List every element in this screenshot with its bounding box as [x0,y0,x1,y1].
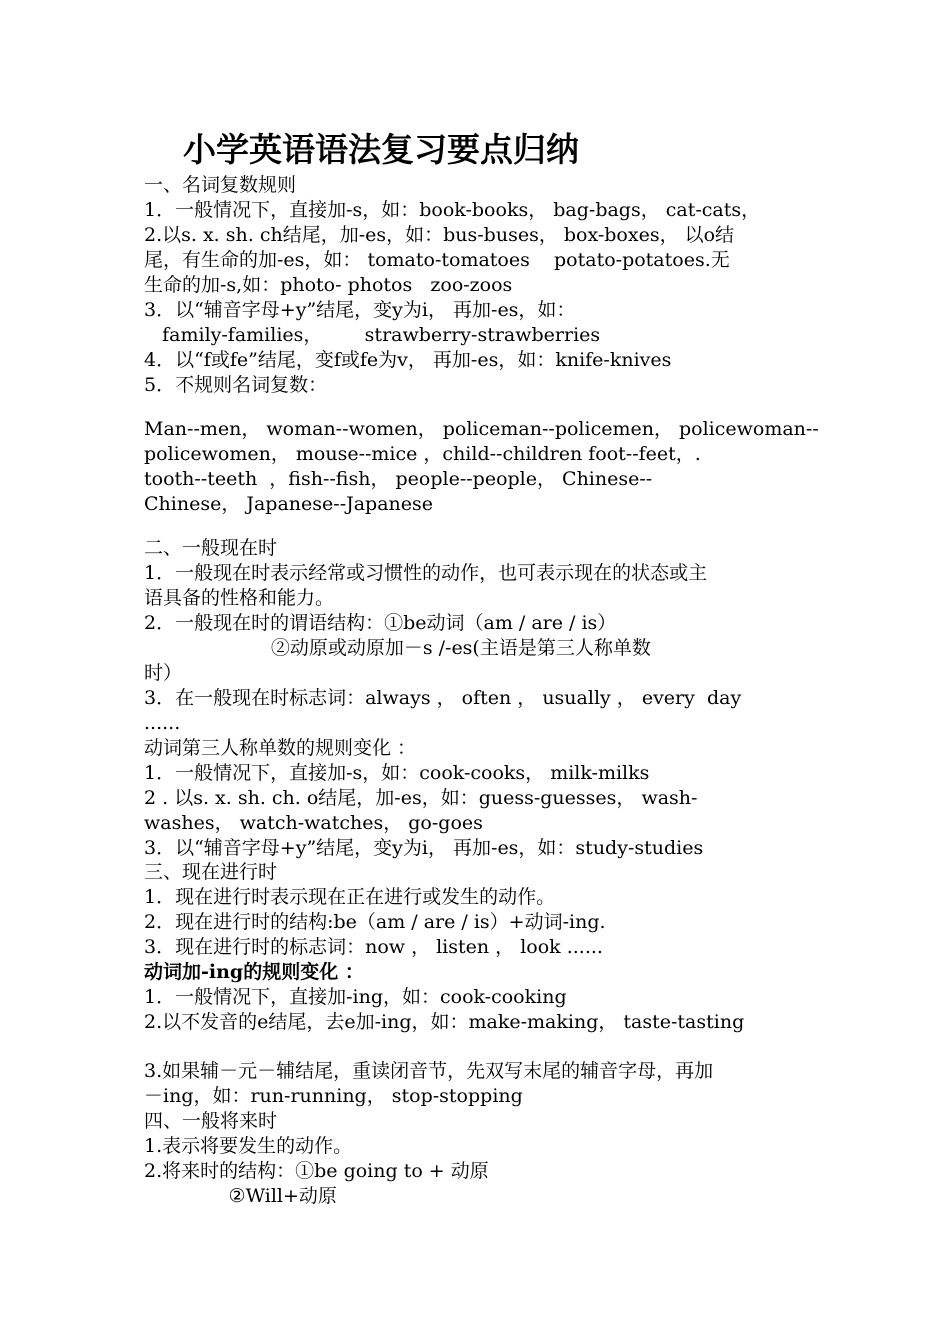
section-heading-noun-plural: 一、名词复数规则 [144,174,297,196]
text-line: 1．一般现在时表示经常或习惯性的动作，也可表示现在的状态或主 [144,562,708,584]
text-line: policewomen， mouse--mice ，child--children foot--feet，. [144,443,701,465]
text-line: 1．现在进行时表示现在正在进行或发生的动作。 [144,886,556,908]
section-heading-future: 四、一般将来时 [144,1110,278,1132]
text-line: 时） [144,662,183,684]
text-line: 3．在一般现在时标志词：always ， often ， usually ， every day [144,687,742,709]
text-line: 3．以“辅音字母+y”结尾，变y为i， 再加-es，如：study-studies [144,837,704,859]
text-line: 语具备的性格和能力。 [144,587,335,609]
section-heading-present-simple: 二、一般现在时 [144,537,278,559]
text-line: 2.将来时的结构：①be going to + 动原 [144,1160,489,1182]
text-line: 1．一般情况下，直接加-s，如：book-books， bag-bags， cat-cats， [144,199,761,221]
text-line: 1.表示将要发生的动作。 [144,1135,353,1157]
text-line: Chinese， Japanese--Japanese [144,493,434,515]
text-line: 4．以“f或fe”结尾，变f或fe为v， 再加-es，如：knife-knives [144,349,672,371]
text-line: tooth--teeth ，fish--fish， people--people， Chinese-- [144,468,653,490]
text-line: 1．一般情况下，直接加-ing，如：cook-cooking [144,986,567,1008]
text-line: 5．不规则名词复数： [144,374,328,396]
text-line: 3.如果辅－元－辅结尾，重读闭音节，先双写末尾的辅音字母，再加 [144,1060,714,1082]
text-line: 尾，有生命的加-es，如： tomato-tomatoes potato-potatoes.无 [144,249,730,271]
text-line: 3．以“辅音字母+y”结尾，变y为i， 再加-es，如： [144,299,576,321]
document-title: 小学英语语法复习要点归纳 [183,130,579,169]
section-heading-present-continuous: 三、现在进行时 [144,861,278,883]
text-line: －ing，如：run-running， stop-stopping [144,1085,523,1107]
text-line: 3．现在进行时的标志词：now ， listen ， look ...... [144,936,603,958]
text-line: Man--men， woman--women， policeman--policemen， policewoman-- [144,418,819,440]
text-line: 2.以s. x. sh. ch结尾，加-es，如：bus-buses， box-boxes， 以o结 [144,224,735,246]
text-line: 1．一般情况下，直接加-s，如：cook-cooks， milk-milks [144,762,650,784]
text-line: washes， watch-watches， go-goes [144,812,483,834]
text-line: 生命的加-s,如：photo- photos zoo-zoos [144,274,513,296]
text-line: 2.以不发音的e结尾，去e加-ing，如：make-making， taste-tasting [144,1011,745,1033]
text-line: 2 . 以s. x. sh. ch. o结尾，加-es，如：guess-guesses， wash- [144,787,698,809]
text-line: 2．现在进行时的结构:be（am / are / is）+动词-ing. [144,911,606,933]
text-line: ②Will+动原 [144,1185,337,1207]
text-line: ②动原或动原加－s /-es(主语是第三人称单数 [144,637,651,659]
subheading-ing-rules: 动词加-ing的规则变化 ： [144,961,364,983]
text-line: ...... [144,712,181,734]
text-line: family-families， strawberry-strawberries [144,324,601,346]
text-line: 2．一般现在时的谓语结构：①be动词（am / are / is） [144,612,617,634]
subheading-third-person: 动词第三人称单数的规则变化 ： [144,737,417,759]
